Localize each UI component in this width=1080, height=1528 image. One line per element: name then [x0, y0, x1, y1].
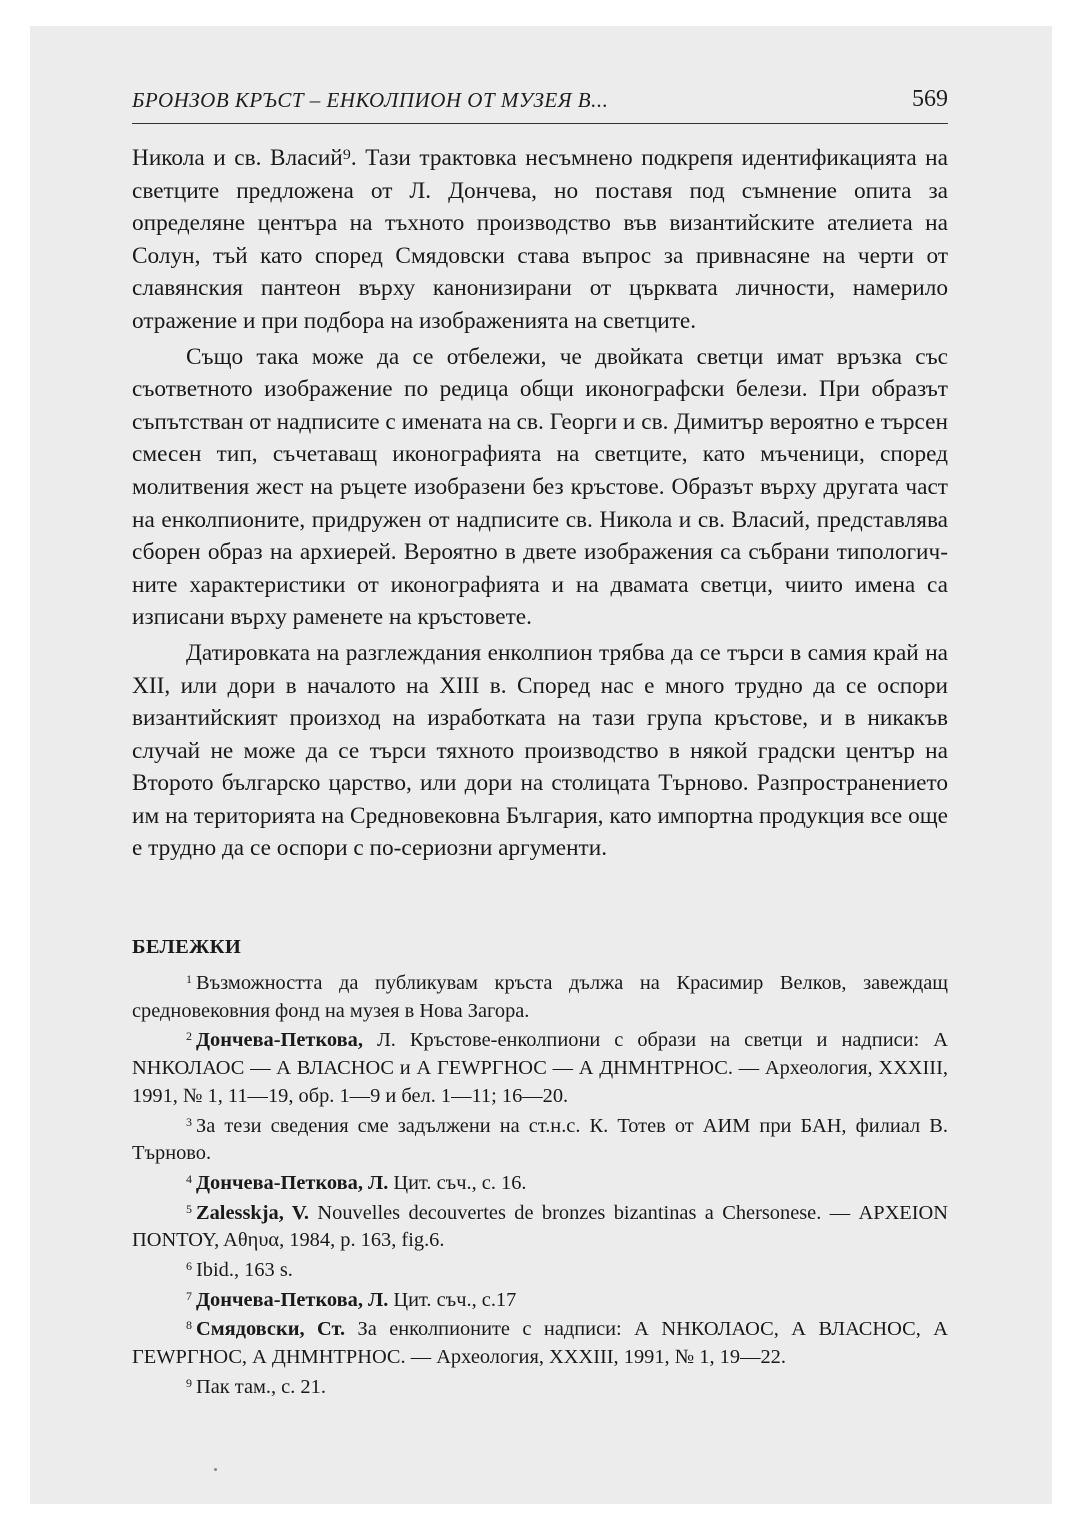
- note-text: Nouvelles decouvertes de bronzes bizantinas a Chersonese. — ΑΡΧΕΙΟΝ ΠΟΝΤΟΥ, Αθηυα, 1984, p. 163, fig.6.: [132, 1201, 948, 1252]
- note-text: Цит. съч., с.17: [388, 1288, 517, 1311]
- note-author: Дончева-Петкова,: [196, 1029, 363, 1052]
- note-number: 6: [186, 1259, 192, 1274]
- note-item: [132, 1287, 948, 1315]
- note-number: 1: [186, 972, 192, 986]
- note-text: Възможността да публикувам кръста дължа на Красимир Велков, завеждащ средновековния фонд на музея в Нова Загора.: [132, 972, 948, 1022]
- note-item: [132, 970, 948, 1025]
- running-header: [132, 88, 948, 118]
- print-speck: [214, 1468, 217, 1471]
- note-item: [132, 1374, 948, 1402]
- note-author: Zalesskja, V.: [196, 1201, 310, 1224]
- running-title: БРОНЗОВ КРЪСТ – ЕНКОЛПИОН ОТ МУЗЕЯ В...: [132, 88, 609, 112]
- notes-heading: БЕЛЕЖКИ: [132, 936, 242, 958]
- note-number: 3: [186, 1114, 192, 1129]
- note-author: Дончева-Петкова, Л.: [196, 1288, 389, 1311]
- note-item: [132, 1170, 948, 1198]
- header-rule: [132, 123, 948, 124]
- note-text: Цит. съч., с. 16.: [388, 1171, 527, 1194]
- note-text: За енколпионите с надписи: А NНКОЛАОС, А ВЛАСНОС, А ГЕWРГНОС, А ДНМНТРНОС. — Археология, XXXIII, 1991, № 1, 19—22.: [132, 1318, 948, 1369]
- note-item: [132, 1257, 948, 1285]
- note-item: [132, 1200, 948, 1255]
- note-text: Пак там., с. 21.: [196, 1375, 326, 1398]
- note-author: Дончева-Петкова, Л.: [196, 1171, 389, 1194]
- note-number: 2: [186, 1029, 192, 1044]
- paragraph: Датировката на разглеждания енколпион трябва да се търси в самия край на XII, или дори в началото на XIII в. Според нас е много трудно да се оспори византийският произход на изработката на тази група кръстове, и в никакъв случай не може да се търси тяхното производство в някой градски център на Второто българско царство, или дори на столицата Търново. Разпространението им на територията на Средновековна България, като импортна продукция все още е трудно да се оспори с по-сериозни аргументи.: [132, 639, 948, 862]
- main-text: [132, 142, 948, 865]
- note-text: Л. Кръстове-енколпиони с образи на светци и надписи: А NНКОЛАОС — А ВЛАСНОС и А ГЕWРГНОС — А ДНМНТРНОС. — Археология, XXXIII, 1991, № 1, 11—19, обр. 1—9 и бел. 1—11; 16—20.: [132, 1029, 948, 1107]
- paragraph: Също така може да се отбележи, че двойката светци имат връзка със съответното изображение по редица общи иконографски белези. При образът съпътстван от надписите с имената на св. Георги и св. Димитър вероятно е търсен смесен тип, съчетаващ иконографията на светците, като мъченици, според молитвения жест на ръцете изобразени без кръстове. Образът върху другата част на енколпионите, придружен от надписите св. Никола и св. Власий, представлява сборен образ на архиерей. Вероятно в двете изображения са събрани типологичните характеристики от иконографията и на двамата светци, чиито имена са изписани върху раменете на кръстовете.: [132, 343, 948, 631]
- note-number: 5: [186, 1201, 192, 1216]
- note-item: [132, 1113, 948, 1168]
- paragraph: Никола и св. Власий⁹. Тази трактовка несъмнено подкрепя идентификацията на светците предложена от Л. Дончева, но поставя под съмнение опита за определяне центъра на тъхното производство във византийските ателиета на Солун, тъй като според Смядовски става въпрос за привнасяне на черти от славянския пантеон върху канонизирани от църквата личности, намерило отражение и при подбора на изображенията на светците.: [132, 145, 948, 334]
- notes-list: [132, 970, 948, 1402]
- note-number: 7: [186, 1288, 192, 1303]
- note-item: [132, 1316, 948, 1371]
- page-number: 569: [912, 86, 948, 112]
- note-text: Ibid., 163 s.: [196, 1259, 293, 1282]
- note-item: [132, 1027, 948, 1110]
- note-number: 8: [186, 1318, 192, 1333]
- note-author: Смядовски, Ст.: [196, 1318, 346, 1341]
- note-text: За тези сведения сме задължени на ст.н.с. К. Тотев от АИМ при БАН, филиал В. Търново.: [132, 1114, 948, 1165]
- note-number: 9: [186, 1375, 192, 1390]
- note-number: 4: [186, 1171, 192, 1186]
